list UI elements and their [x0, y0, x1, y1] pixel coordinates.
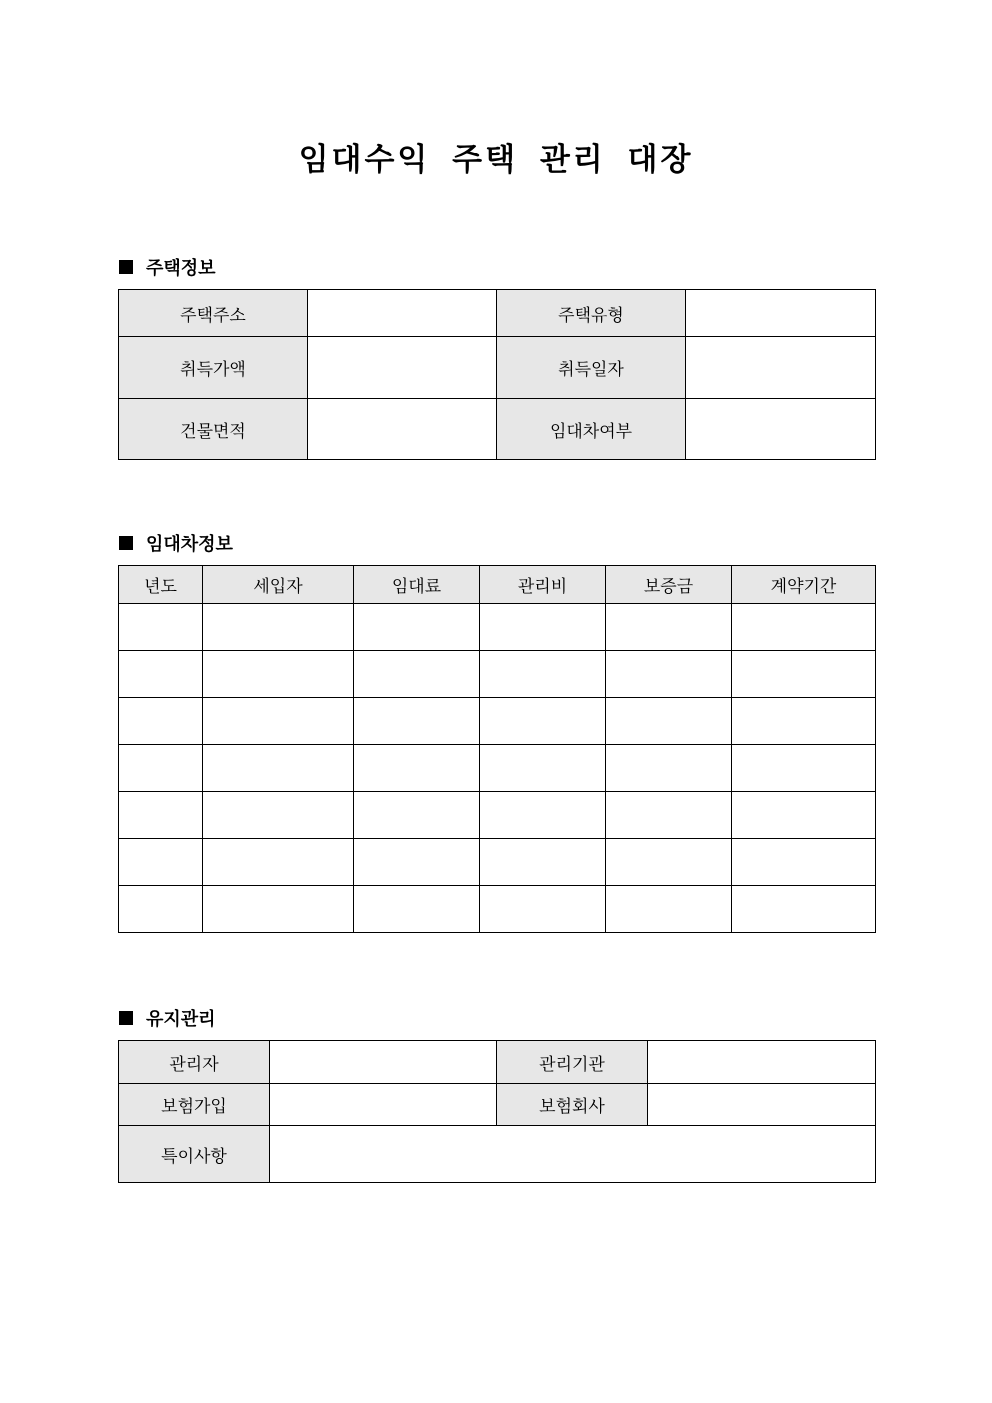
label-management-agency: 관리기관	[497, 1041, 648, 1084]
square-bullet-icon	[119, 260, 133, 274]
cell-year[interactable]	[119, 839, 203, 886]
table-row	[119, 337, 876, 399]
cell-tenant[interactable]	[203, 839, 354, 886]
section-heading-label: 유지관리	[146, 1009, 216, 1030]
document-title: 임대수익 주택 관리 대장	[298, 142, 694, 178]
cell-contract-period[interactable]	[732, 651, 876, 698]
field-management-agency[interactable]	[648, 1041, 876, 1084]
maintenance-table	[118, 1040, 876, 1183]
table-header-row	[119, 566, 876, 604]
cell-maintenance-fee[interactable]	[480, 839, 606, 886]
table-row	[119, 839, 876, 886]
column-header-rent: 임대료	[354, 566, 480, 604]
cell-deposit[interactable]	[606, 698, 732, 745]
cell-maintenance-fee[interactable]	[480, 745, 606, 792]
table-row	[119, 1084, 876, 1126]
table-row	[119, 1041, 876, 1084]
table-row	[119, 290, 876, 337]
column-header-tenant: 세입자	[203, 566, 354, 604]
cell-year[interactable]	[119, 651, 203, 698]
field-insurance-enrollment[interactable]	[270, 1084, 497, 1126]
cell-rent[interactable]	[354, 604, 480, 651]
cell-tenant[interactable]	[203, 745, 354, 792]
field-house-address[interactable]	[308, 290, 497, 337]
cell-tenant[interactable]	[203, 604, 354, 651]
field-floor-area[interactable]	[308, 399, 497, 460]
cell-contract-period[interactable]	[732, 745, 876, 792]
cell-maintenance-fee[interactable]	[480, 604, 606, 651]
cell-rent[interactable]	[354, 698, 480, 745]
column-header-contract-period: 계약기간	[732, 566, 876, 604]
field-insurance-company[interactable]	[648, 1084, 876, 1126]
cell-tenant[interactable]	[203, 792, 354, 839]
table-row	[119, 399, 876, 460]
cell-deposit[interactable]	[606, 745, 732, 792]
house-info-table	[118, 289, 876, 460]
cell-deposit[interactable]	[606, 839, 732, 886]
table-row	[119, 792, 876, 839]
field-lease-status[interactable]	[686, 399, 876, 460]
field-remarks[interactable]	[270, 1126, 876, 1183]
field-house-type[interactable]	[686, 290, 876, 337]
cell-year[interactable]	[119, 604, 203, 651]
section-heading-house-info	[119, 254, 216, 280]
label-remarks: 특이사항	[119, 1126, 270, 1183]
cell-tenant[interactable]	[203, 651, 354, 698]
table-row	[119, 698, 876, 745]
cell-contract-period[interactable]	[732, 792, 876, 839]
cell-tenant[interactable]	[203, 698, 354, 745]
square-bullet-icon	[119, 536, 133, 550]
table-row	[119, 1126, 876, 1183]
cell-maintenance-fee[interactable]	[480, 792, 606, 839]
cell-maintenance-fee[interactable]	[480, 698, 606, 745]
cell-deposit[interactable]	[606, 651, 732, 698]
section-heading-label: 임대차정보	[146, 534, 233, 555]
column-header-maintenance-fee: 관리비	[480, 566, 606, 604]
cell-deposit[interactable]	[606, 792, 732, 839]
table-row	[119, 604, 876, 651]
section-heading-maintenance	[119, 1005, 216, 1031]
field-manager[interactable]	[270, 1041, 497, 1084]
cell-year[interactable]	[119, 792, 203, 839]
square-bullet-icon	[119, 1011, 133, 1025]
label-house-type: 주택유형	[497, 290, 686, 337]
cell-rent[interactable]	[354, 792, 480, 839]
cell-contract-period[interactable]	[732, 839, 876, 886]
label-insurance-enrollment: 보험가입	[119, 1084, 270, 1126]
label-manager: 관리자	[119, 1041, 270, 1084]
cell-rent[interactable]	[354, 651, 480, 698]
cell-contract-period[interactable]	[732, 604, 876, 651]
cell-contract-period[interactable]	[732, 698, 876, 745]
table-row	[119, 886, 876, 933]
cell-rent[interactable]	[354, 886, 480, 933]
section-heading-tenant-info	[119, 530, 233, 556]
label-acquisition-date: 취득일자	[497, 337, 686, 399]
cell-year[interactable]	[119, 745, 203, 792]
field-acquisition-date[interactable]	[686, 337, 876, 399]
section-heading-label: 주택정보	[146, 258, 216, 279]
cell-tenant[interactable]	[203, 886, 354, 933]
table-row	[119, 745, 876, 792]
table-row	[119, 651, 876, 698]
label-lease-status: 임대차여부	[497, 399, 686, 460]
cell-rent[interactable]	[354, 839, 480, 886]
cell-deposit[interactable]	[606, 886, 732, 933]
cell-contract-period[interactable]	[732, 886, 876, 933]
cell-year[interactable]	[119, 886, 203, 933]
column-header-year: 년도	[119, 566, 203, 604]
cell-year[interactable]	[119, 698, 203, 745]
column-header-deposit: 보증금	[606, 566, 732, 604]
cell-maintenance-fee[interactable]	[480, 886, 606, 933]
cell-deposit[interactable]	[606, 604, 732, 651]
label-acquisition-price: 취득가액	[119, 337, 308, 399]
label-floor-area: 건물면적	[119, 399, 308, 460]
cell-maintenance-fee[interactable]	[480, 651, 606, 698]
tenant-info-table	[118, 565, 876, 933]
label-insurance-company: 보험회사	[497, 1084, 648, 1126]
label-house-address: 주택주소	[119, 290, 308, 337]
cell-rent[interactable]	[354, 745, 480, 792]
field-acquisition-price[interactable]	[308, 337, 497, 399]
